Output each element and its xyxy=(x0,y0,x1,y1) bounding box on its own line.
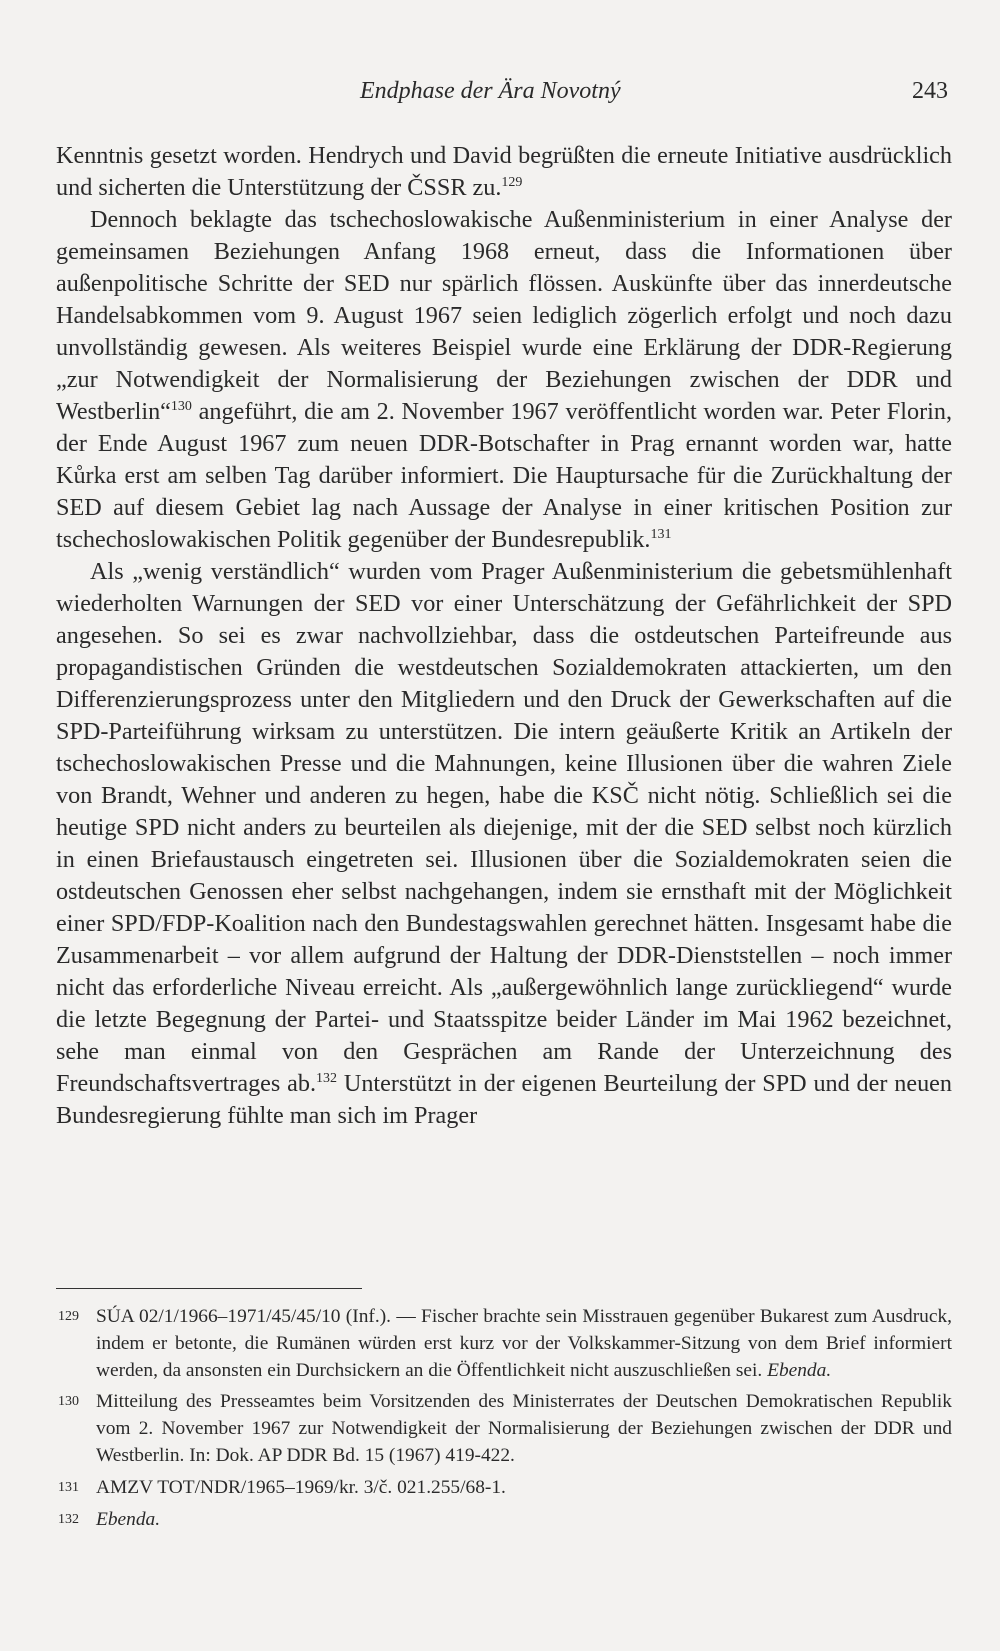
paragraph-3-text-a: Als „wenig verständlich“ wurden vom Prager Außenministerium die gebetsmühlenhaft wiederholten Warnungen der SED vor einer Unterschätzung der Gefährlichkeit der SPD angesehen. So sei es zwar nachvollziehbar, dass die ostdeutschen Parteifreunde aus propagandistischen Gründen die westdeutschen Sozialdemokraten attackierten, um den Differenzierungsprozess unter den Mitgliedern und den Druck der Gewerkschaften auf die SPD-Parteiführung wirksam zu unterstützen. Die intern geäußerte Kritik an Artikeln der tschechoslowakischen Presse und die Mahnungen, keine Illusionen über die wahren Ziele von Brandt, Wehner und anderen zu hegen, habe die KSČ nicht nötig. Schließlich sei die heutige SPD nicht anders zu beurteilen als diejenige, mit der die SED selbst noch kürzlich in einen Briefaustausch eingetreten sei. Illusionen über die Sozialdemokraten seien die ostdeutschen Genossen eher selbst nachgehangen, indem sie ernsthaft mit der Möglichkeit einer SPD/FDP-Koalition nach den Bundestagswahlen gerechnet hätten. Insgesamt habe die Zusammenarbeit – vor allem aufgrund der Haltung der DDR-Dienststellen – noch immer nicht das erforderliche Niveau erreicht. Als „außergewöhnlich lange zurückliegend“ wurde die letzte Begegnung der Partei- und Staatsspitze beider Länder im Mai 1962 bezeichnet, sehe man einmal von den Gesprächen am Rande der Unterzeichnung des Freundschaftsvertrages ab. xyxy=(56,558,952,1097)
footnote-number: 130 xyxy=(58,1394,79,1410)
paragraph-3 xyxy=(56,556,952,1132)
footnote-text: SÚA 02/1/1966–1971/45/45/10 (Inf.). — Fischer brachte sein Misstrauen gegenüber Bukarest zum Ausdruck, indem er betonte, die Rumänen würden erst kurz vor der Volkskammer-Sitzung von dem Brief informiert werden, da ansonsten ein Durchsickern an die Öffentlichkeit nicht auszuschließen sei. xyxy=(96,1306,952,1381)
running-header xyxy=(0,74,1000,110)
paragraph-2-text-a: Dennoch beklagte das tschechoslowakische Außenministerium in einer Analyse der gemeinsamen Beziehungen Anfang 1968 erneut, dass die Informationen über außenpolitische Schritte der SED nur spärlich flössen. Auskünfte über das innerdeutsche Handelsabkommen vom 9. August 1967 seien lediglich zögerlich erfolgt und noch dazu unvollständig gewesen. Als weiteres Beispiel wurde eine Erklärung der DDR-Regierung „zur Notwendigkeit der Normalisierung der Beziehungen zwischen der DDR und Westberlin“ xyxy=(56,206,952,425)
footnote-131 xyxy=(56,1475,952,1502)
footnote-ref-131[interactable]: 131 xyxy=(650,527,672,542)
footnote-ref-130[interactable]: 130 xyxy=(170,399,192,414)
footnote-number: 132 xyxy=(58,1511,79,1527)
footnote-129 xyxy=(56,1304,952,1384)
footnote-divider xyxy=(56,1288,362,1289)
footnote-text: AMZV TOT/NDR/1965–1969/kr. 3/č. 021.255/68-1. xyxy=(96,1476,506,1498)
footnote-italic: Ebenda. xyxy=(767,1359,832,1381)
footnote-number: 129 xyxy=(58,1309,79,1324)
body-text xyxy=(56,140,952,1132)
running-title: Endphase der Ära Novotný xyxy=(360,78,621,104)
paragraph-3-text-b: Unterstützt in der eigenen Beurteilung der SPD und der neuen Bundesregierung fühlte man sich im Prager xyxy=(56,1070,953,1129)
footnote-number: 131 xyxy=(58,1479,79,1495)
page-number: 243 xyxy=(912,78,948,104)
paragraph-1-text: Kenntnis gesetzt worden. Hendrych und David begrüßten die erneute Initiative ausdrücklich und sicherten die Unterstützung der ČSSR zu. xyxy=(56,142,952,201)
footnotes xyxy=(56,1304,952,1538)
footnote-ref-132[interactable]: 132 xyxy=(316,1071,338,1086)
footnote-ref-129[interactable]: 129 xyxy=(501,175,523,190)
footnote-130 xyxy=(56,1389,952,1469)
paragraph-1 xyxy=(56,140,952,204)
footnote-text: Mitteilung des Presseamtes beim Vorsitzenden des Ministerrates der Deutschen Demokratischen Republik vom 2. November 1967 zur Notwendigkeit der Normalisierung der Beziehungen zwischen der DDR und Westberlin. In: Dok. AP DDR Bd. 15 (1967) 419-422. xyxy=(96,1391,952,1466)
paragraph-2 xyxy=(56,204,952,556)
paragraph-2-text-b: angeführt, die am 2. November 1967 veröffentlicht worden war. Peter Florin, der Ende August 1967 zum neuen DDR-Botschafter in Prag ernannt worden war, hatte Kůrka erst am selben Tag darüber informiert. Die Hauptursache für die Zurückhaltung der SED auf diesem Gebiet lag nach Aussage der Analyse in einer kritischen Position zur tschechoslowakischen Politik gegenüber der Bundesrepublik. xyxy=(56,398,952,553)
footnote-132 xyxy=(56,1507,952,1534)
footnote-italic: Ebenda. xyxy=(96,1508,161,1530)
